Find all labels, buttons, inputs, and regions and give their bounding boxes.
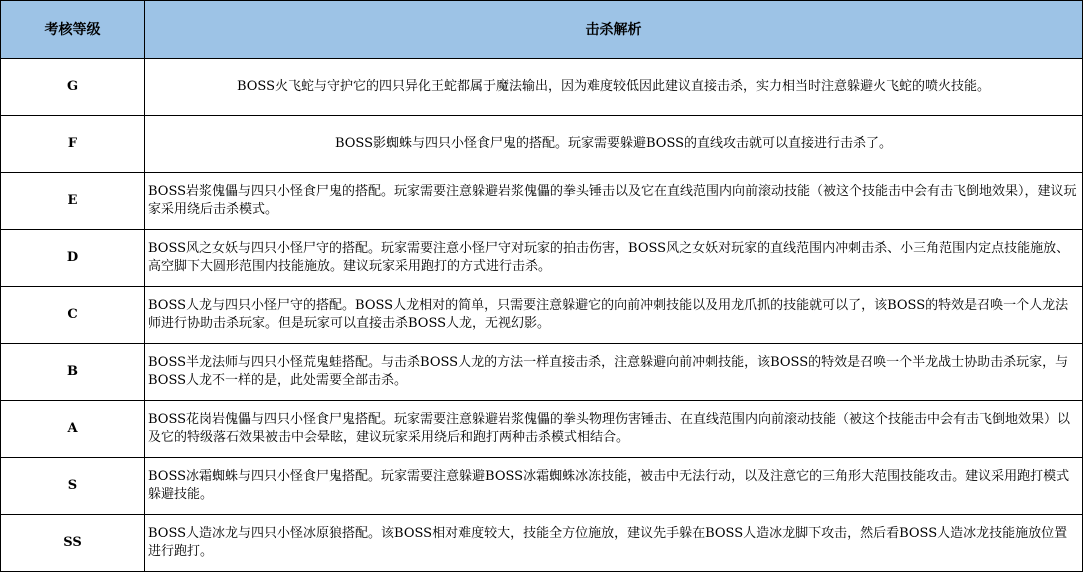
table-row [1,173,1083,230]
level-cell: B [1,344,145,401]
analysis-cell: BOSS人造冰龙与四只小怪冰原狼搭配。该BOSS相对难度较大，技能全方位施放，建议先手躲在BOSS人造冰龙脚下攻击，然后看BOSS人造冰龙技能施放位置进行跑打。 [145,515,1083,572]
table-row [1,287,1083,344]
header-row [1,1,1083,59]
table-row [1,458,1083,515]
header-level: 考核等级 [1,1,145,59]
analysis-cell: BOSS影蜘蛛与四只小怪食尸鬼的搭配。玩家需要躲避BOSS的直线攻击就可以直接进行击杀了。 [145,116,1083,173]
table-row [1,116,1083,173]
analysis-cell: BOSS人龙与四只小怪尸守的搭配。BOSS人龙相对的简单，只需要注意躲避它的向前冲刺技能以及用龙爪抓的技能就可以了，该BOSS的特效是召唤一个人龙法师进行协助击杀玩家。但是玩家可以直接击杀BOSS人龙，无视幻影。 [145,287,1083,344]
level-cell: A [1,401,145,458]
level-cell: SS [1,515,145,572]
level-cell: C [1,287,145,344]
analysis-cell: BOSS花岗岩傀儡与四只小怪食尸鬼搭配。玩家需要注意躲避岩浆傀儡的拳头物理伤害锤击、在直线范围内向前滚动技能（被这个技能击中会有击飞倒地效果）以及它的特级落石效果被击中会晕眩，建议玩家采用绕后和跑打两种击杀模式相结合。 [145,401,1083,458]
level-cell: E [1,173,145,230]
analysis-cell: BOSS岩浆傀儡与四只小怪食尸鬼的搭配。玩家需要注意躲避岩浆傀儡的拳头锤击以及它在直线范围内向前滚动技能（被这个技能击中会有击飞倒地效果），建议玩家采用绕后击杀模式。 [145,173,1083,230]
table-row [1,59,1083,116]
table-row [1,344,1083,401]
analysis-cell: BOSS风之女妖与四只小怪尸守的搭配。玩家需要注意小怪尸守对玩家的拍击伤害，BOSS风之女妖对玩家的直线范围内冲刺击杀、小三角范围内定点技能施放、高空脚下大圆形范围内技能施放。建议玩家采用跑打的方式进行击杀。 [145,230,1083,287]
table-row [1,401,1083,458]
table-row [1,515,1083,572]
header-analysis: 击杀解析 [145,1,1083,59]
level-cell: D [1,230,145,287]
analysis-cell: BOSS半龙法师与四只小怪荒鬼蛙搭配。与击杀BOSS人龙的方法一样直接击杀，注意躲避向前冲刺技能，该BOSS的特效是召唤一个半龙战士协助击杀玩家，与BOSS人龙不一样的是，此处需要全部击杀。 [145,344,1083,401]
level-cell: S [1,458,145,515]
table-row [1,230,1083,287]
level-cell: F [1,116,145,173]
level-cell: G [1,59,145,116]
analysis-cell: BOSS冰霜蜘蛛与四只小怪食尸鬼搭配。玩家需要注意躲避BOSS冰霜蜘蛛冰冻技能，被击中无法行动，以及注意它的三角形大范围技能攻击。建议采用跑打模式躲避技能。 [145,458,1083,515]
analysis-cell: BOSS火飞蛇与守护它的四只异化王蛇都属于魔法输出，因为难度较低因此建议直接击杀，实力相当时注意躲避火飞蛇的喷火技能。 [145,59,1083,116]
